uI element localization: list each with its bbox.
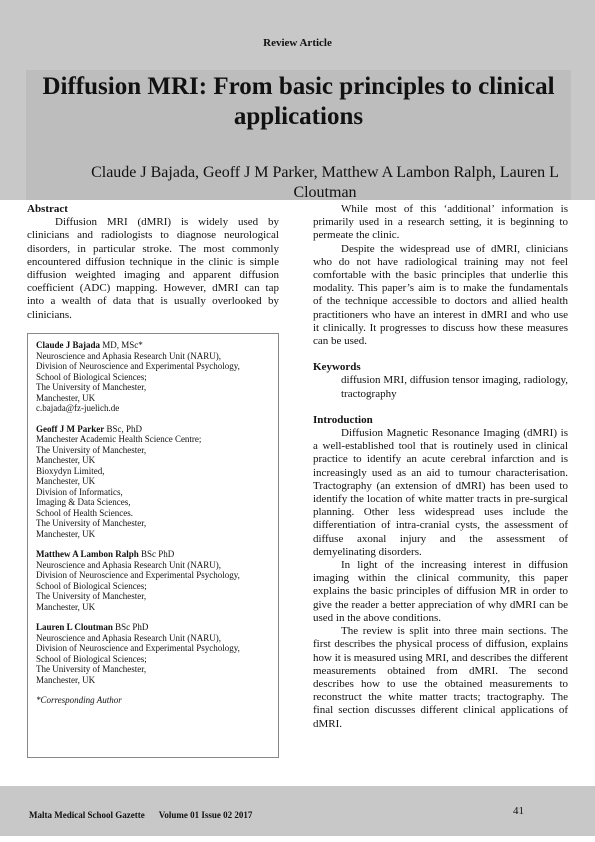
introduction-heading: Introduction [313, 413, 373, 426]
affiliation-line: Division of Neuroscience and Experimental Psychology, [36, 361, 240, 371]
abstract-paragraph: Despite the widespread use of dMRI, clinicians who do not have radiological training may not feel comfortable with the basic principles that underlie this modality. This paper’s aim is to make the fundamentals of the technique accessible to doctors and allied health practitioners who have an interest in dMRI and who use it clinically. It progresses to discuss how these measures can be used. [313, 242, 568, 348]
affiliation-block [36, 549, 272, 612]
affiliation-line: The University of Manchester, [36, 444, 147, 455]
page-number: 41 [513, 805, 524, 817]
right-column [313, 203, 568, 731]
keywords-heading: Keywords [313, 361, 361, 374]
author-degrees: BSc PhD [112, 622, 149, 632]
abstract-heading: Abstract [27, 203, 68, 215]
author-name: Geoff J M Parker [36, 423, 105, 434]
affiliation-block [36, 622, 272, 685]
affiliation-line: Imaging & Data Sciences, [36, 497, 131, 507]
affiliation-block [36, 424, 272, 540]
left-column [27, 203, 279, 322]
author-degrees: MD, MSc* [100, 340, 143, 350]
affiliation-line: School of Biological Sciences; [36, 371, 147, 382]
affiliation-line: The University of Manchester, [36, 518, 147, 528]
affiliation-line: The University of Manchester, [36, 664, 147, 674]
journal-name: Malta Medical School Gazette [29, 810, 145, 820]
affiliation-line: Neuroscience and Aphasia Research Unit (NARU), [36, 559, 221, 570]
affiliation-line: Division of Informatics, [36, 486, 123, 497]
introduction-paragraph: The review is split into three main sections. The first describes the physical process of diffusion, explains how it is measured using MRI, and describes the different measurements obtained from dMRI. The second describes how to use the obtained measurements to reconstruct the white matter tracts; tractography. The final section discusses different clinical applications of dMRI. [313, 625, 568, 730]
affiliation-line: Manchester, UK [36, 476, 96, 486]
affiliation-line: Bioxydyn Limited, [36, 465, 105, 476]
affiliation-line: Manchester, UK [36, 392, 96, 403]
affiliation-line: Neuroscience and Aphasia Research Unit (NARU), [36, 350, 221, 361]
abstract-paragraph: While most of this ‘additional’ information is primarily used in a research setting, it is beginning to permeate the clinic. [313, 203, 568, 242]
author-degrees: BSc, PhD [104, 423, 142, 434]
author-name: Lauren L Cloutman [36, 622, 113, 632]
keywords-text: diffusion MRI, diffusion tensor imaging, radiology, tractography [341, 374, 568, 400]
author-degrees: BSc PhD [138, 549, 175, 559]
introduction-paragraph: Diffusion Magnetic Resonance Imaging (dMRI) is a well-established tool that is routinely used in clinical practice to identify an acute cerebral infarction and is increasingly used as an aid to tumour characterisation. Tractography (an extension of dMRI) has been used to identify the location of white matter tracts in pre-surgical planning. Other less widespread uses include the differentiation of intra-cranial cysts, the assessment of diffuse axonal injury and the assessment of demyelinating disorders. [313, 427, 568, 558]
affiliation-line: Manchester Academic Health Science Centre; [36, 434, 202, 444]
affiliation-line: The University of Manchester, [36, 591, 147, 601]
affiliation-block [36, 340, 272, 414]
article-type: Review Article [263, 37, 332, 49]
author-email[interactable]: c.bajada@fz-juelich.de [36, 403, 120, 413]
affiliation-line: The University of Manchester, [36, 382, 147, 392]
affiliation-line: Manchester, UK [36, 455, 96, 465]
author-name: Claude J Bajada [36, 340, 101, 350]
author-list: Claude J Bajada, Geoff J M Parker, Matthew A Lambon Ralph, Lauren L Cloutman [91, 164, 559, 201]
affiliation-line: Manchester, UK [36, 674, 96, 685]
affiliation-line: School of Health Sciences. [36, 507, 133, 518]
introduction-paragraph: In light of the increasing interest in diffusion imaging within the clinical community, this paper explains the basic principles of diffusion MR in order to give the reader a better appreciation of why dMRI can be used in the above conditions. [313, 559, 568, 624]
corresponding-author-note: *Corresponding Author [36, 695, 122, 705]
paper-title: Diffusion MRI: From basic principles to clinical applications [42, 73, 555, 130]
affiliation-line: Division of Neuroscience and Experimental Psychology, [36, 643, 240, 653]
affiliation-line: Manchester, UK [36, 528, 96, 539]
author-name: Matthew A Lambon Ralph [36, 549, 139, 559]
affiliation-line: Division of Neuroscience and Experimental Psychology, [36, 570, 240, 580]
affiliation-line: Manchester, UK [36, 601, 96, 612]
affiliation-line: Neuroscience and Aphasia Research Unit (NARU), [36, 632, 221, 643]
affiliations-box [27, 333, 279, 758]
footer-journal-info [29, 810, 252, 820]
affiliation-line: School of Biological Sciences; [36, 580, 147, 591]
abstract-paragraph: Diffusion MRI (dMRI) is widely used by clinicians and radiologists to diagnose neurological disorders, in particular stroke. The most commonly encountered diffusion technique in the clinic is simple diffusion weighted imaging and apparent diffusion coefficient (ADC) mapping. However, dMRI can tap into a wealth of data that is usually overlooked by clinicians. [27, 216, 279, 321]
volume-info: Volume 01 Issue 02 2017 [158, 810, 253, 820]
affiliation-line: School of Biological Sciences; [36, 653, 147, 664]
